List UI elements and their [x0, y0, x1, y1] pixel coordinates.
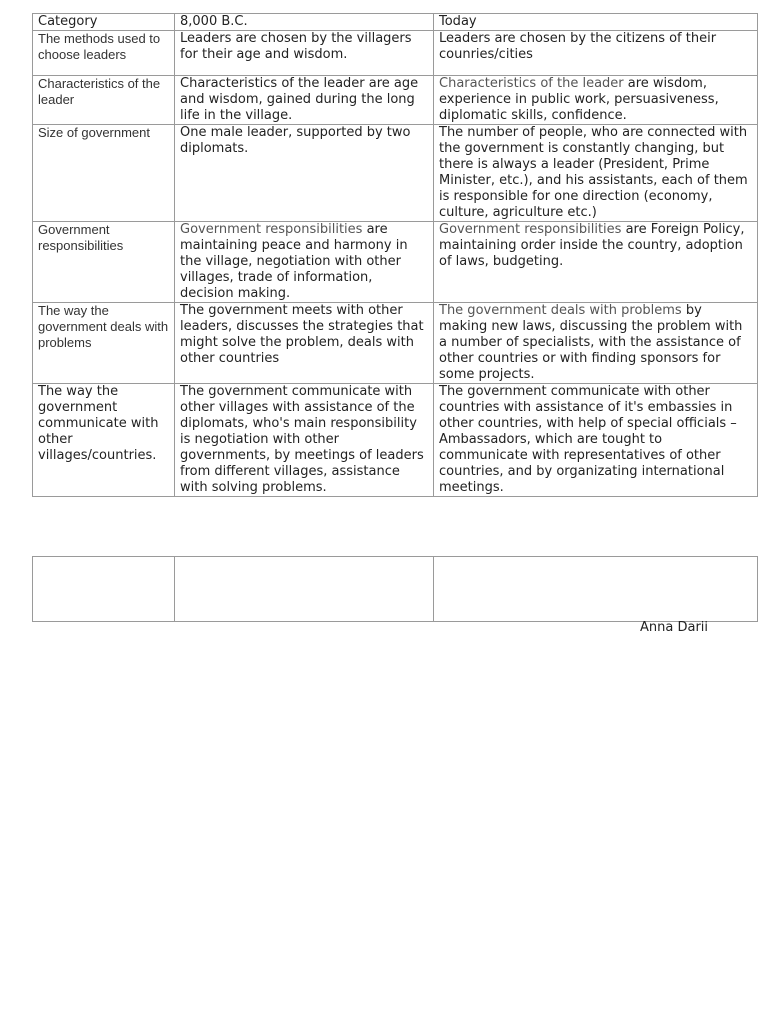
row-past: Leaders are chosen by the villagers for their age and wisdom. — [175, 31, 434, 76]
table-row — [33, 76, 758, 125]
row-today: The number of people, who are connected with the government is constantly changing, but there is always a leader (President, Prime Minister, etc.), and his assistants, each of them is responsible for one direction (economy, culture, agriculture etc.) — [434, 125, 758, 222]
row-today-rest: by making new laws, discussing the problem with a number of specialists, with the assistance of other countries or with finding sponsors for some projects. — [439, 303, 743, 382]
row-past: The government communicate with other villages with assistance of the diplomats, who's main responsibility is negotiation with other governments, by meetings of leaders from different villages, assistance with solving problems. — [175, 384, 434, 497]
empty-cell — [434, 557, 758, 622]
author-name: Anna Darii — [640, 620, 709, 635]
row-today: Leaders are chosen by the citizens of their counries/cities — [434, 31, 758, 76]
row-past: The government meets with other leaders, discusses the strategies that might solve the problem, deals with other countries — [175, 303, 434, 384]
row-category: The methods used to choose leaders — [33, 31, 175, 76]
header-today: Today — [434, 14, 758, 31]
row-past-prefix: Government responsibilities — [180, 222, 363, 237]
row-today-rest: are wisdom, experience in public work, persuasiveness, diplomatic skills, confidence. — [439, 76, 719, 123]
empty-row — [33, 557, 758, 622]
empty-cell — [175, 557, 434, 622]
row-past-rest: are maintaining peace and harmony in the village, negotiation with other villages, trade of information, decision making. — [180, 222, 408, 301]
row-today — [434, 76, 758, 125]
table-row — [33, 125, 758, 222]
table-row — [33, 31, 758, 76]
row-today-prefix: The government deals with problems — [439, 303, 682, 318]
row-category: Size of government — [33, 125, 175, 222]
row-today-rest: are Foreign Policy, maintaining order inside the country, adoption of laws, budgeting. — [439, 222, 745, 269]
empty-table — [32, 556, 758, 622]
table-header-row — [33, 14, 758, 31]
row-today: The government communicate with other countries with assistance of it's embassies in other countries, with help of special officials – Ambassadors, which are tought to communicate with representatives of other countries, and by organizating international meetings. — [434, 384, 758, 497]
header-category: Category — [33, 14, 175, 31]
row-past — [175, 222, 434, 303]
empty-cell — [33, 557, 175, 622]
table-row — [33, 303, 758, 384]
row-today — [434, 222, 758, 303]
row-category: Government responsibilities — [33, 222, 175, 303]
header-past: 8,000 B.C. — [175, 14, 434, 31]
table-row — [33, 384, 758, 497]
row-past: One male leader, supported by two diplomats. — [175, 125, 434, 222]
row-today-prefix: Government responsibilities — [439, 222, 622, 237]
row-category: Characteristics of the leader — [33, 76, 175, 125]
row-category: The way the government deals with problems — [33, 303, 175, 384]
row-category: The way the government communicate with other villages/countries. — [33, 384, 175, 497]
table-row — [33, 222, 758, 303]
row-past: Characteristics of the leader are age and wisdom, gained during the long life in the village. — [175, 76, 434, 125]
row-today — [434, 303, 758, 384]
comparison-table — [32, 13, 758, 497]
row-today-prefix: Characteristics of the leader — [439, 76, 624, 91]
